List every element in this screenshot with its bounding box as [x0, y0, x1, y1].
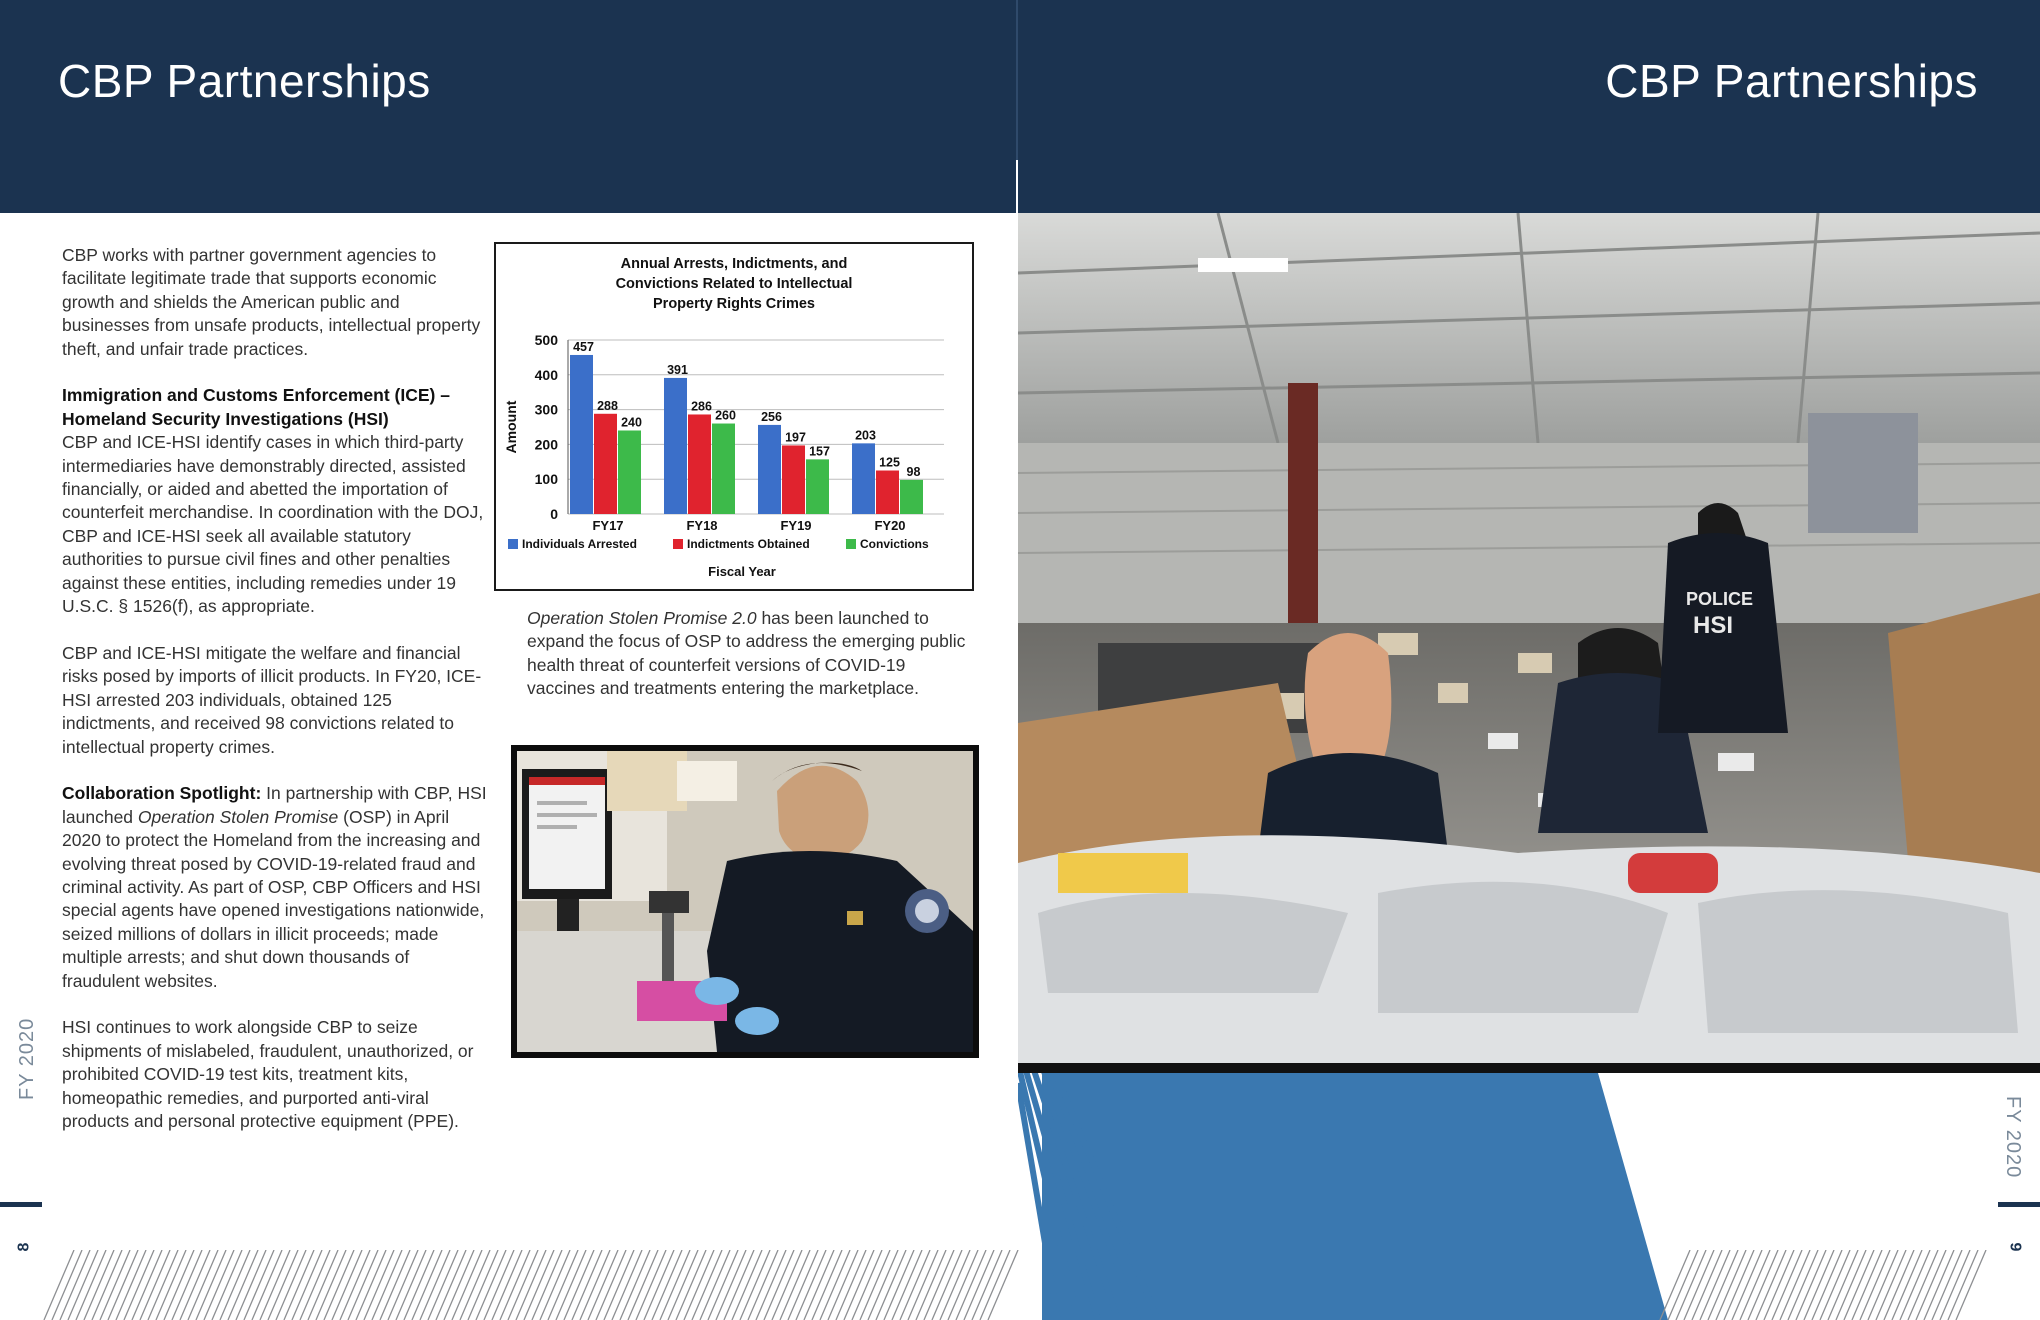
- hatch-line: [580, 1250, 610, 1320]
- bar-data-label: 288: [597, 398, 618, 413]
- hatch-line: [652, 1250, 682, 1320]
- spotlight-operation-name: Operation Stolen Promise: [137, 806, 339, 827]
- bar-data-label: 256: [761, 409, 782, 424]
- bar-data-label: 203: [855, 428, 876, 443]
- hatch-line: [508, 1250, 538, 1320]
- hatch-line: [980, 1250, 1010, 1320]
- ice-hsi-section: [62, 384, 488, 618]
- hatch-line: [172, 1250, 202, 1320]
- bar-data-label: 197: [785, 430, 806, 445]
- legend-swatch: [508, 539, 518, 549]
- hatch-line: [740, 1250, 770, 1320]
- hatch-line: [948, 1250, 978, 1320]
- hatch-line: [884, 1250, 914, 1320]
- officer-inspection-image: [517, 751, 973, 1052]
- hatch-line: [1708, 1250, 1738, 1320]
- hatch-line: [1716, 1250, 1746, 1320]
- hatch-line: [836, 1250, 866, 1320]
- officer-inspection-photo: [511, 745, 979, 1058]
- hatch-line: [68, 1250, 98, 1320]
- right-page-title: CBP Partnerships: [1605, 55, 1978, 107]
- hatch-line: [100, 1250, 130, 1320]
- hatch-line: [684, 1250, 714, 1320]
- hatch-line: [1796, 1250, 1826, 1320]
- left-side-rule: [0, 1202, 42, 1207]
- hatch-line: [708, 1250, 738, 1320]
- left-body-text: [62, 244, 488, 1157]
- hatch-line: [972, 1250, 1002, 1320]
- hatch-line: [772, 1250, 802, 1320]
- hatch-line: [348, 1250, 378, 1320]
- hatch-line: [276, 1250, 306, 1320]
- hatch-line: [516, 1250, 546, 1320]
- hatch-line: [108, 1250, 138, 1320]
- x-tick-label: FY17: [592, 518, 624, 533]
- bottom-hatch-decoration: [0, 1250, 2040, 1320]
- hatch-line: [1676, 1250, 1706, 1320]
- left-page-number: 8: [15, 1242, 33, 1252]
- hatch-line: [700, 1250, 730, 1320]
- hatch-line: [1900, 1250, 1930, 1320]
- spotlight-paragraph: [62, 782, 488, 993]
- hatch-line: [132, 1250, 162, 1320]
- hatch-line: [1756, 1250, 1786, 1320]
- hatch-line: [1700, 1250, 1730, 1320]
- hatch-line: [324, 1250, 354, 1320]
- hatch-line: [548, 1250, 578, 1320]
- hatch-line: [828, 1250, 858, 1320]
- hatch-line: [300, 1250, 330, 1320]
- hatch-line: [636, 1250, 666, 1320]
- hatch-line: [1948, 1250, 1978, 1320]
- chart-title-line: Property Rights Crimes: [653, 296, 815, 312]
- chart-bar: [594, 414, 617, 514]
- hatch-line: [1924, 1250, 1954, 1320]
- hatch-line: [388, 1250, 418, 1320]
- hatch-line: [236, 1250, 266, 1320]
- hatch-line: [1724, 1250, 1754, 1320]
- hatch-line: [692, 1250, 722, 1320]
- chart-bar: [570, 355, 593, 514]
- hatch-line: [924, 1250, 954, 1320]
- hatch-line: [644, 1250, 674, 1320]
- hatch-line: [988, 1250, 1018, 1320]
- y-tick-label: 500: [534, 332, 558, 348]
- y-tick-label: 100: [534, 471, 558, 488]
- spotlight-text-2: (OSP) in April 2020 to protect the Homeland from the increasing and evolving threat posed by COVID-19-related fraud and criminal activity. As part of OSP, CBP Officers and HSI special agents have opened investigations nationwide, seized millions of dollars in illicit proceeds; made multiple arrests; and shut down thousands of fraudulent websites.: [62, 806, 485, 991]
- hatch-line: [1820, 1250, 1850, 1320]
- hatch-line: [1844, 1250, 1874, 1320]
- hatch-line: [756, 1250, 786, 1320]
- hatch-line: [940, 1250, 970, 1320]
- chart-bar: [664, 378, 687, 514]
- right-page-number: 9: [2006, 1242, 2024, 1252]
- x-tick-label: FY19: [780, 518, 812, 533]
- hatch-line: [588, 1250, 618, 1320]
- hatch-line: [52, 1250, 82, 1320]
- chart-bar: [688, 414, 711, 514]
- hatch-line: [292, 1250, 322, 1320]
- section-body: CBP and ICE-HSI identify cases in which third-party intermediaries have demonstrably directed, assisted financially, or aided and abetted the importation of counterfeit merchandise. In coordination with the DOJ, CBP and ICE-HSI seek all available statutory authorities to pursue civil fines and other penalties against these entities, including remedies under 19 U.S.C. § 1526(f), as appropriate.: [62, 432, 484, 617]
- hatch-line: [628, 1250, 658, 1320]
- chart-bar: [852, 443, 875, 514]
- hatch-line: [260, 1250, 290, 1320]
- hatch-line: [804, 1250, 834, 1320]
- hatch-line: [1836, 1250, 1866, 1320]
- x-tick-label: FY18: [686, 518, 718, 533]
- left-side-year-label: FY 2020: [16, 1017, 38, 1100]
- hatch-line: [196, 1250, 226, 1320]
- hatch-line: [452, 1250, 482, 1320]
- hatch-line: [340, 1250, 370, 1320]
- bar-data-label: 157: [809, 444, 830, 459]
- hatch-line: [188, 1250, 218, 1320]
- intro-paragraph: CBP works with partner government agencies to facilitate legitimate trade that supports economic growth and shields the American public and businesses from unsafe products, intellectual property theft, and unfair trade practices.: [62, 245, 481, 359]
- hatch-line: [1812, 1250, 1842, 1320]
- chart-title-line: Annual Arrests, Indictments, and: [620, 256, 848, 272]
- hatch-line: [436, 1250, 466, 1320]
- hatch-line: [44, 1250, 74, 1320]
- caption-operation-name: Operation Stolen Promise 2.0: [527, 608, 757, 628]
- left-page-title: CBP Partnerships: [58, 55, 431, 107]
- chart-title-line: Convictions Related to Intellectual: [615, 276, 853, 292]
- y-tick-label: 400: [534, 366, 558, 383]
- hatch-line: [764, 1250, 794, 1320]
- chart-plot: [496, 244, 972, 589]
- warehouse-photo: [1018, 213, 2040, 1073]
- hatch-line: [1692, 1250, 1722, 1320]
- hatch-line: [356, 1250, 386, 1320]
- chart-bar: [758, 425, 781, 514]
- hatch-line: [164, 1250, 194, 1320]
- hatch-line: [380, 1250, 410, 1320]
- hatch-line: [1660, 1250, 1690, 1320]
- hatch-line: [116, 1250, 146, 1320]
- hatch-line: [964, 1250, 994, 1320]
- hatch-line: [468, 1250, 498, 1320]
- x-axis-label: Fiscal Year: [708, 564, 776, 579]
- hatch-line: [916, 1250, 946, 1320]
- hatch-line: [316, 1250, 346, 1320]
- hatch-line: [1892, 1250, 1922, 1320]
- hatch-line: [1772, 1250, 1802, 1320]
- section-heading: Immigration and Customs Enforcement (ICE) – Homeland Security Investigations (HSI): [62, 385, 450, 429]
- hatch-line: [92, 1250, 122, 1320]
- hatch-line: [732, 1250, 762, 1320]
- arrests-paragraph: CBP and ICE-HSI mitigate the welfare and financial risks posed by imports of illicit products. In FY20, ICE-HSI arrested 203 individuals, obtained 125 indictments, and received 98 convictions related to intellectual property crimes.: [62, 642, 482, 757]
- hatch-line: [532, 1250, 562, 1320]
- hatch-line: [556, 1250, 586, 1320]
- legend-swatch: [673, 539, 683, 549]
- hatch-line: [412, 1250, 442, 1320]
- y-axis-label: Amount: [503, 400, 519, 454]
- chart-bar: [806, 459, 829, 514]
- hatch-line: [444, 1250, 474, 1320]
- hatch-line: [876, 1250, 906, 1320]
- hatch-line: [372, 1250, 402, 1320]
- legend-swatch: [846, 539, 856, 549]
- hatch-line: [676, 1250, 706, 1320]
- hatch-line: [1932, 1250, 1962, 1320]
- hatch-line: [748, 1250, 778, 1320]
- hatch-line: [932, 1250, 962, 1320]
- hatch-line: [668, 1250, 698, 1320]
- hatch-line: [1940, 1250, 1970, 1320]
- hatch-line: [1748, 1250, 1778, 1320]
- y-tick-label: 300: [534, 401, 558, 418]
- officer-photo-illustration: [517, 751, 973, 1052]
- hatch-line: [900, 1250, 930, 1320]
- vest-hsi-label: HSI: [1693, 612, 1734, 639]
- hatch-line: [460, 1250, 490, 1320]
- hatch-line: [1740, 1250, 1770, 1320]
- hatch-line: [332, 1250, 362, 1320]
- bar-data-label: 457: [573, 339, 594, 354]
- hatch-line: [1868, 1250, 1898, 1320]
- hatch-line: [1828, 1250, 1858, 1320]
- legend-label: Convictions: [860, 537, 929, 551]
- y-tick-label: 0: [550, 506, 558, 522]
- hatch-line: [1860, 1250, 1890, 1320]
- hatch-line: [284, 1250, 314, 1320]
- hatch-line: [308, 1250, 338, 1320]
- hatch-line: [124, 1250, 154, 1320]
- chart-bar: [618, 430, 641, 514]
- right-side-year-label: FY 2020: [2002, 1096, 2024, 1179]
- hatch-line: [612, 1250, 642, 1320]
- hatch-line: [564, 1250, 594, 1320]
- hatch-line: [724, 1250, 754, 1320]
- hatch-line: [156, 1250, 186, 1320]
- hatch-line: [484, 1250, 514, 1320]
- caption-text: has been launched to expand the focus of OSP to address the emerging public health threat of counterfeit versions of COVID-19 vaccines and treatments entering the marketplace.: [527, 608, 966, 699]
- hatch-line: [500, 1250, 530, 1320]
- hatch-line: [420, 1250, 450, 1320]
- hatch-line: [1884, 1250, 1914, 1320]
- hatch-line: [244, 1250, 274, 1320]
- hatch-line: [620, 1250, 650, 1320]
- chart-bar: [900, 480, 923, 514]
- bar-data-label: 260: [715, 408, 736, 423]
- spotlight-label: Collaboration Spotlight:: [62, 783, 262, 804]
- bar-data-label: 286: [691, 399, 712, 414]
- hatch-line: [228, 1250, 258, 1320]
- hatch-line: [492, 1250, 522, 1320]
- hatch-line: [396, 1250, 426, 1320]
- hatch-line: [604, 1250, 634, 1320]
- hatch-line: [180, 1250, 210, 1320]
- hatch-line: [1956, 1250, 1986, 1320]
- hatch-line: [812, 1250, 842, 1320]
- hatch-line: [60, 1250, 90, 1320]
- hatch-line: [820, 1250, 850, 1320]
- hatch-line: [1732, 1250, 1762, 1320]
- hatch-line: [364, 1250, 394, 1320]
- hatch-line: [1764, 1250, 1794, 1320]
- hatch-line: [660, 1250, 690, 1320]
- hatch-line: [140, 1250, 170, 1320]
- hatch-line: [1916, 1250, 1946, 1320]
- hatch-line: [1684, 1250, 1714, 1320]
- bar-data-label: 240: [621, 415, 642, 430]
- hatch-line: [844, 1250, 874, 1320]
- hatch-line: [956, 1250, 986, 1320]
- hatch-line: [540, 1250, 570, 1320]
- chart-bar: [782, 445, 805, 514]
- hatch-line: [860, 1250, 890, 1320]
- osp-caption: [527, 607, 972, 701]
- hatch-line: [252, 1250, 282, 1320]
- chart-bar: [712, 424, 735, 514]
- hatch-line: [1780, 1250, 1810, 1320]
- hatch-line: [268, 1250, 298, 1320]
- bar-data-label: 125: [879, 455, 900, 470]
- hatch-line: [204, 1250, 234, 1320]
- hatch-line: [1788, 1250, 1818, 1320]
- hatch-line: [908, 1250, 938, 1320]
- hatch-line: [84, 1250, 114, 1320]
- hatch-line: [796, 1250, 826, 1320]
- hatch-line: [1668, 1250, 1698, 1320]
- chart-bar: [876, 471, 899, 515]
- hatch-line: [524, 1250, 554, 1320]
- legend-label: Indictments Obtained: [687, 537, 810, 551]
- hatch-line: [148, 1250, 178, 1320]
- ipr-crimes-chart: [494, 242, 974, 591]
- hatch-line: [1804, 1250, 1834, 1320]
- y-tick-label: 200: [534, 436, 558, 453]
- hatch-line: [476, 1250, 506, 1320]
- hatch-line: [716, 1250, 746, 1320]
- seizure-paragraph: HSI continues to work alongside CBP to seize shipments of mislabeled, fraudulent, unauthorized, or prohibited COVID-19 test kits, treatment kits, homeopathic remedies, and purported anti-viral products and personal protective equipment (PPE).: [62, 1017, 474, 1131]
- hatch-line: [428, 1250, 458, 1320]
- hatch-line: [220, 1250, 250, 1320]
- hatch-line: [76, 1250, 106, 1320]
- hatch-line: [1876, 1250, 1906, 1320]
- legend-label: Individuals Arrested: [522, 537, 637, 551]
- x-tick-label: FY20: [874, 518, 906, 533]
- hatch-line: [596, 1250, 626, 1320]
- hatch-line: [852, 1250, 882, 1320]
- hatch-line: [1852, 1250, 1882, 1320]
- hatch-line: [788, 1250, 818, 1320]
- hatch-line: [572, 1250, 602, 1320]
- bar-data-label: 391: [667, 362, 688, 377]
- hatch-line: [212, 1250, 242, 1320]
- hatch-line: [1908, 1250, 1938, 1320]
- hatch-line: [892, 1250, 922, 1320]
- vest-police-label: POLICE: [1686, 589, 1754, 609]
- hatch-line: [780, 1250, 810, 1320]
- hatch-line: [404, 1250, 434, 1320]
- bar-data-label: 98: [906, 464, 921, 479]
- spotlight-text-1: In partnership with CBP, HSI launched: [62, 783, 487, 827]
- hatch-line: [868, 1250, 898, 1320]
- warehouse-photo-illustration: [1018, 213, 2040, 1073]
